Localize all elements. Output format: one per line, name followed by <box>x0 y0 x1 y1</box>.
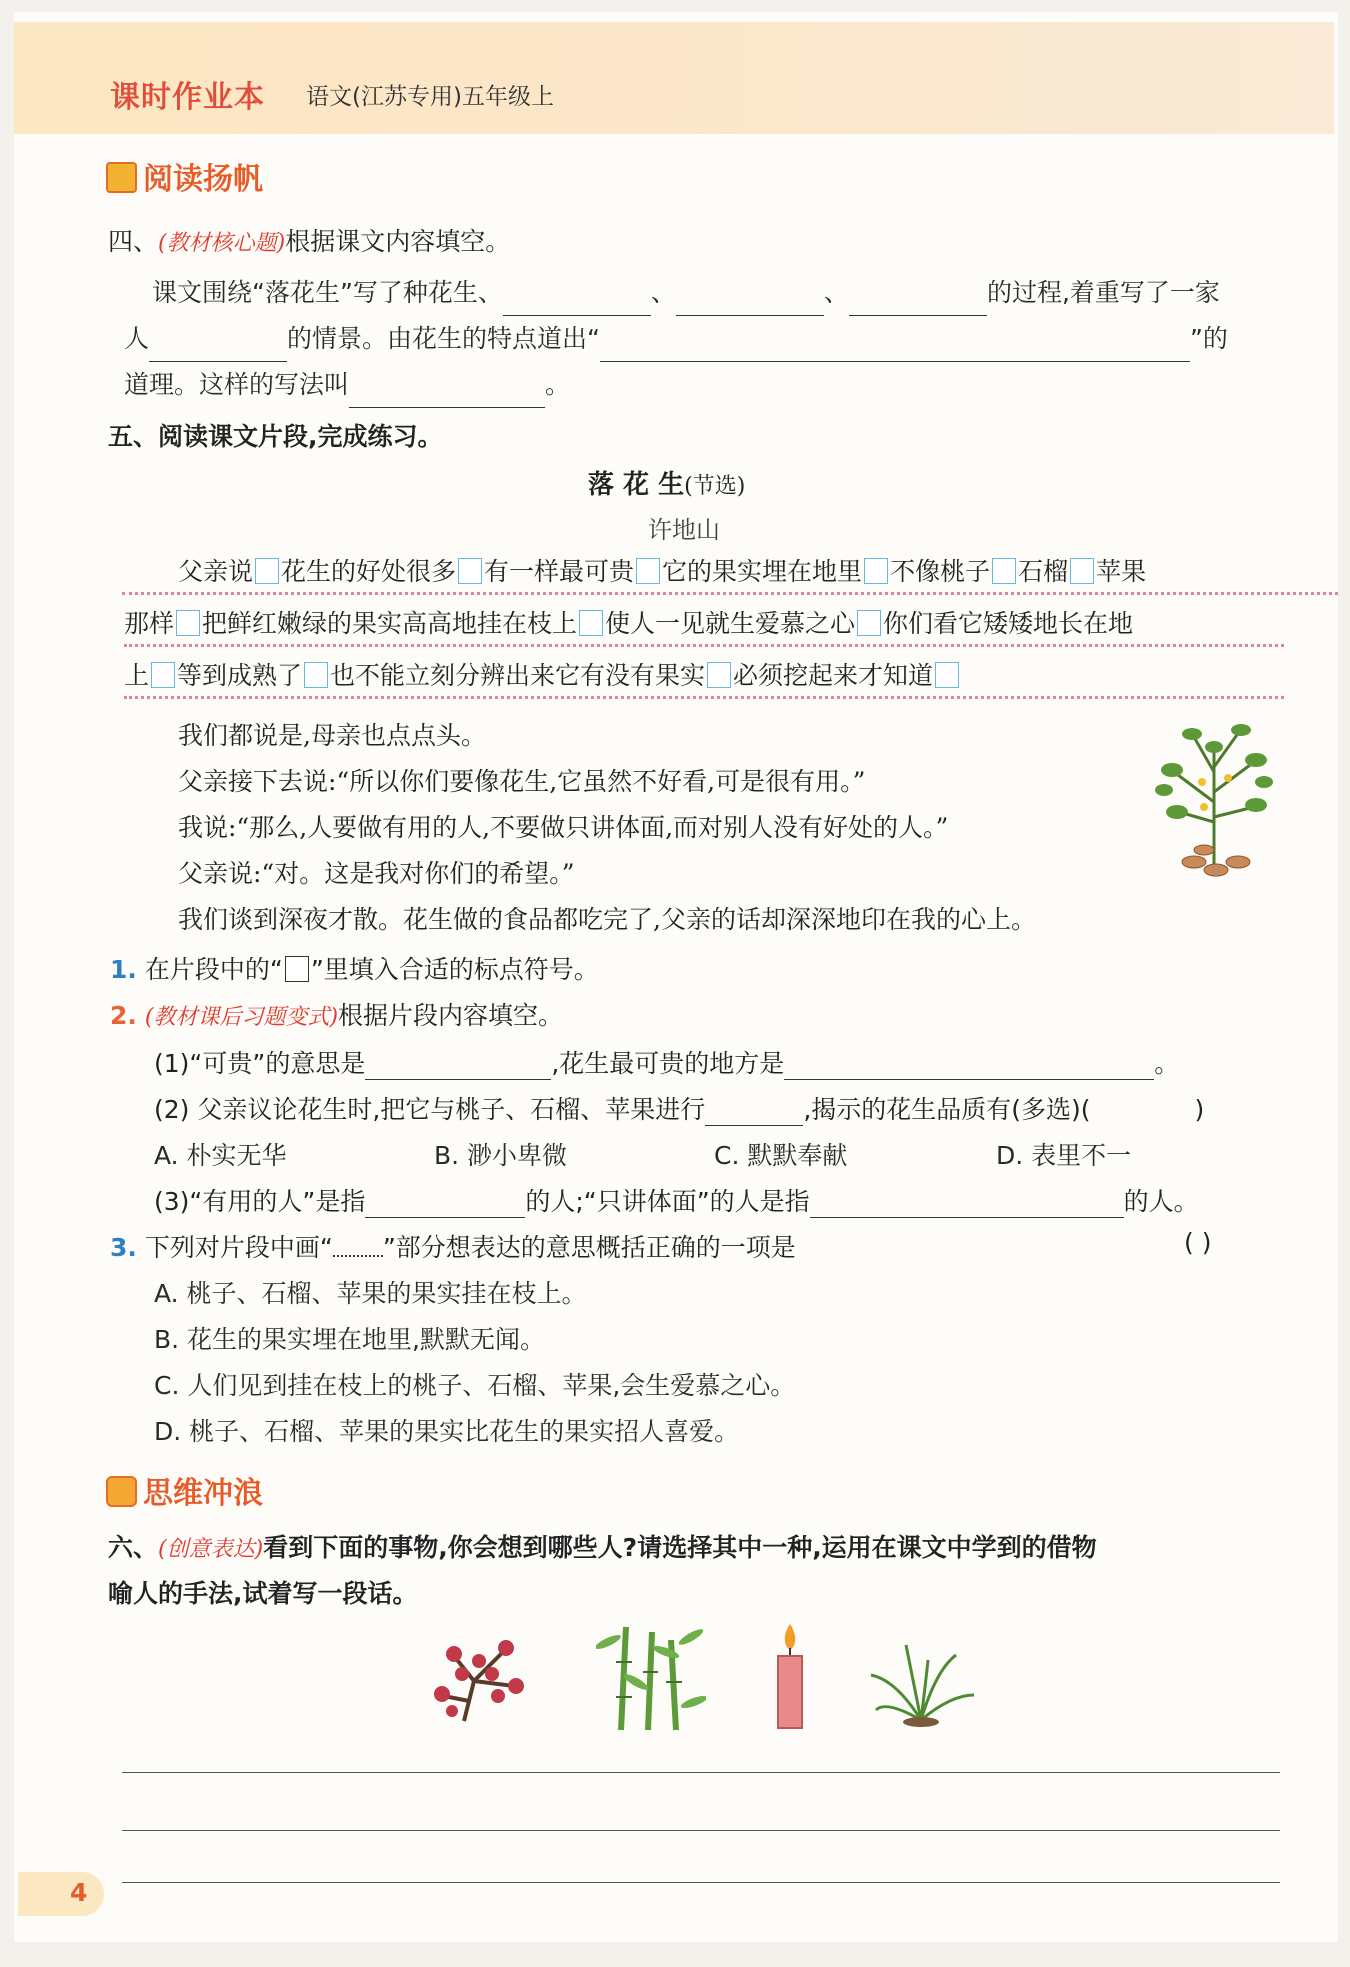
page-number-tab <box>18 1872 104 1916</box>
blank-field[interactable] <box>149 337 287 362</box>
subquestion-2-item-2 <box>154 1090 1204 1126</box>
q4-line-2 <box>124 316 1228 362</box>
punctuation-box[interactable] <box>255 558 279 584</box>
option-d[interactable]: D. 桃子、石榴、苹果的果实比花生的果实招人喜爱。 <box>154 1417 740 1446</box>
item-text: 的人。 <box>1123 1187 1199 1216</box>
item-text: ,揭示的花生品质有(多选)( <box>803 1095 1091 1124</box>
punctuation-box[interactable] <box>636 558 660 584</box>
orchid-grass-icon <box>866 1640 976 1730</box>
subquestion-text: 根据片段内容填空。 <box>338 1001 564 1030</box>
blank-field[interactable] <box>705 1101 803 1126</box>
passage-text: 等到成熟了 <box>177 661 303 690</box>
punctuation-box[interactable] <box>864 558 888 584</box>
passage-text: 使人一见就生爱慕之心 <box>605 609 856 638</box>
passage-line-3 <box>124 656 1284 699</box>
option-c[interactable]: C. 默默奉献 <box>714 1141 848 1170</box>
option-c[interactable]: C. 人们见到挂在枝上的桃子、石榴、苹果,会生爱慕之心。 <box>154 1371 796 1400</box>
passage-text: 父亲说 <box>178 557 254 586</box>
q6-text: 看到下面的事物,你会想到哪些人?请选择其中一种,运用在课文中学到的借物 <box>263 1533 1097 1562</box>
subquestion-text: 在片段中的“ <box>144 955 283 984</box>
workbook-page <box>14 12 1338 1942</box>
q4-text: ”的 <box>1189 324 1228 353</box>
q6-tag: (创意表达) <box>158 1537 264 1562</box>
question-6-line-1 <box>108 1528 1097 1564</box>
punctuation-box[interactable] <box>1070 558 1094 584</box>
item-text: ) <box>1194 1095 1205 1124</box>
passage-text: 苹果 <box>1096 557 1147 586</box>
plum-blossom-icon <box>424 1626 534 1726</box>
punctuation-box[interactable] <box>992 558 1016 584</box>
sail-icon <box>106 162 137 193</box>
writing-line[interactable] <box>122 1882 1280 1883</box>
passage-title <box>588 464 745 501</box>
punctuation-box[interactable] <box>176 610 200 636</box>
passage-title-note: (节选) <box>684 474 746 499</box>
blank-field[interactable] <box>365 1055 551 1080</box>
box-symbol <box>285 956 309 982</box>
item-text: (1)“可贵”的意思是 <box>154 1049 366 1078</box>
blank-field[interactable] <box>600 337 1190 362</box>
page-number: 4 <box>70 1878 88 1907</box>
passage-title-text: 落 花 生 <box>588 470 685 500</box>
q4-line-3 <box>124 362 570 408</box>
option-b[interactable]: B. 花生的果实埋在地里,默默无闻。 <box>154 1325 545 1354</box>
passage-text: 那样 <box>124 609 175 638</box>
subquestion-2 <box>110 996 563 1032</box>
bamboo-icon <box>596 1622 706 1732</box>
wave-icon <box>106 1476 137 1507</box>
subquestion-text: ”里填入合适的标点符号。 <box>310 955 599 984</box>
option-a[interactable]: A. 桃子、石榴、苹果的果实挂在枝上。 <box>154 1279 587 1308</box>
passage-paragraph: 我们谈到深夜才散。花生做的食品都吃完了,父亲的话却深深地印在我的心上。 <box>178 905 1036 934</box>
blank-field[interactable] <box>349 383 545 408</box>
section-thinking-title <box>106 1468 263 1512</box>
item-text: ,花生最可贵的地方是 <box>551 1049 785 1078</box>
q4-label: 四、 <box>108 227 159 256</box>
passage-text: 不像桃子 <box>890 557 991 586</box>
subquestion-2-item-1 <box>154 1044 1179 1080</box>
passage-text: 把鲜红嫩绿的果实高高地挂在枝上 <box>202 609 578 638</box>
blank-field[interactable] <box>365 1193 525 1218</box>
subquestion-2-item-3 <box>154 1182 1199 1218</box>
option-a[interactable]: A. 朴实无华 <box>154 1141 287 1170</box>
q4-text: 课文围绕“落花生”写了种花生、 <box>152 278 503 307</box>
section-reading-title <box>106 154 263 198</box>
punctuation-box[interactable] <box>458 558 482 584</box>
peanut-plant-illustration <box>1144 712 1284 882</box>
q4-text: 道理。这样的写法叫 <box>124 370 350 399</box>
question-6-line-2: 喻人的手法,试着写一段话。 <box>108 1579 418 1608</box>
writing-line[interactable] <box>122 1830 1280 1831</box>
q4-tag: (教材核心题) <box>158 231 286 256</box>
q4-text: 。 <box>545 370 571 399</box>
candle-icon <box>770 1622 810 1732</box>
passage-text: 也不能立刻分辨出来它有没有果实 <box>330 661 706 690</box>
passage-text: 你们看它矮矮地长在地 <box>883 609 1134 638</box>
punctuation-box[interactable] <box>935 662 959 688</box>
q4-text: 、 <box>650 278 676 307</box>
subquestion-text: ”部分想表达的意思概括正确的一项是 <box>382 1233 796 1262</box>
passage-line-1 <box>122 552 1338 595</box>
subquestion-1 <box>110 950 599 986</box>
wavy-underline-symbol <box>333 1241 383 1257</box>
section-title-text: 思维冲浪 <box>143 1476 263 1511</box>
passage-text: 必须挖起来才知道 <box>733 661 934 690</box>
punctuation-box[interactable] <box>579 610 603 636</box>
subquestion-3 <box>110 1228 796 1264</box>
passage-text: 花生的好处很多 <box>281 557 457 586</box>
question-5-heading: 五、阅读课文片段,完成练习。 <box>108 422 443 451</box>
punctuation-box[interactable] <box>707 662 731 688</box>
subquestion-number: 2. <box>110 1001 137 1030</box>
blank-field[interactable] <box>676 291 824 316</box>
punctuation-box[interactable] <box>304 662 328 688</box>
subquestion-text: 下列对片段中画“ <box>144 1233 333 1262</box>
q4-text: 人 <box>124 324 150 353</box>
item-text: 的人;“只讲体面”的人是指 <box>525 1187 810 1216</box>
blank-field[interactable] <box>810 1193 1124 1218</box>
passage-text: 它的果实埋在地里 <box>662 557 863 586</box>
q4-text: 的情景。由花生的特点道出“ <box>287 324 600 353</box>
passage-text: 上 <box>124 661 150 690</box>
punctuation-box[interactable] <box>857 610 881 636</box>
subquestion-tag: (教材课后习题变式) <box>144 1005 339 1030</box>
q4-text: 、 <box>823 278 849 307</box>
passage-text: 石榴 <box>1018 557 1069 586</box>
option-d[interactable]: D. 表里不一 <box>996 1141 1132 1170</box>
item-text: (3)“有用的人”是指 <box>154 1187 366 1216</box>
answer-paren[interactable]: ( ) <box>1184 1228 1212 1257</box>
section-title-text: 阅读扬帆 <box>143 162 263 197</box>
option-b[interactable]: B. 渺小卑微 <box>434 1141 568 1170</box>
writing-line[interactable] <box>122 1772 1280 1773</box>
passage-paragraph: 我们都说是,母亲也点点头。 <box>178 721 486 750</box>
passage-paragraph: 父亲说:“对。这是我对你们的希望。” <box>178 859 575 888</box>
blank-field[interactable] <box>849 291 987 316</box>
passage-author: 许地山 <box>648 516 720 544</box>
q6-label: 六、 <box>108 1533 159 1562</box>
brand-title: 课时作业本 <box>110 80 265 115</box>
item-text: (2) 父亲议论花生时,把它与桃子、石榴、苹果进行 <box>154 1095 706 1124</box>
subquestion-number: 3. <box>110 1233 137 1262</box>
blank-field[interactable] <box>784 1055 1154 1080</box>
q4-text: 的过程,着重写了一家 <box>986 278 1220 307</box>
passage-text: 有一样最可贵 <box>484 557 635 586</box>
question-4-heading <box>108 222 510 258</box>
passage-line-2 <box>124 604 1284 647</box>
passage-paragraph: 我说:“那么,人要做有用的人,不要做只讲体面,而对别人没有好处的人。” <box>178 813 949 842</box>
q4-prompt: 根据课文内容填空。 <box>285 227 511 256</box>
item-text: 。 <box>1154 1049 1180 1078</box>
punctuation-box[interactable] <box>151 662 175 688</box>
passage-paragraph: 父亲接下去说:“所以你们要像花生,它虽然不好看,可是很有用。” <box>178 767 866 796</box>
q4-line-1 <box>152 270 1220 316</box>
subquestion-number: 1. <box>110 955 137 984</box>
blank-field[interactable] <box>503 291 651 316</box>
book-subtitle: 语文(江苏专用)五年级上 <box>306 84 554 110</box>
